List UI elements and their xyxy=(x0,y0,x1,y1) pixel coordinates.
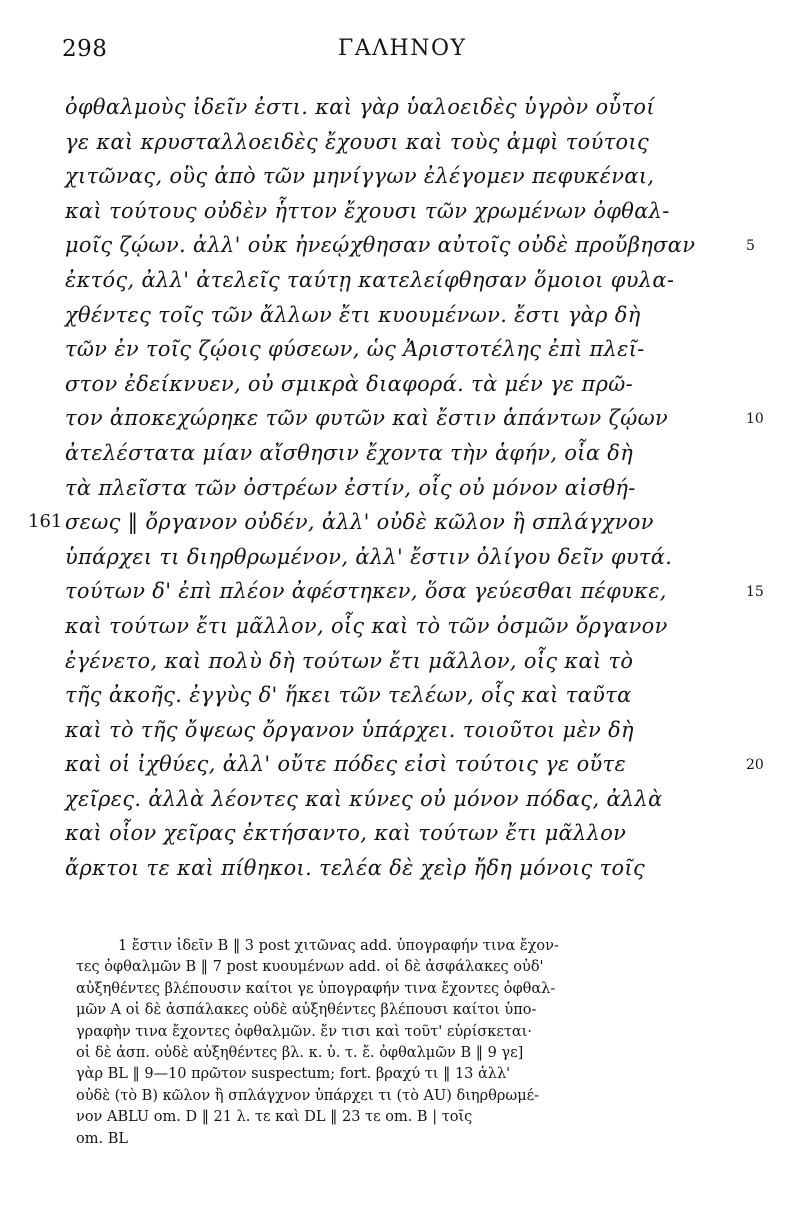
line-text: ἀτελέστατα μίαν αἴσθησιν ἔχοντα τὴν ἁφήν, οἷα δὴ xyxy=(65,440,634,465)
text-line xyxy=(60,159,780,194)
line-text: στον ἐδείκνυεν, οὐ σμικρὰ διαφορά. τὰ μέν γε πρῶ- xyxy=(65,371,634,396)
text-line xyxy=(60,436,780,471)
line-text: ὀφθαλμοὺς ἰδεῖν ἐστι. καὶ γὰρ ὑαλοειδὲς ὑγρὸν οὗτοί xyxy=(65,95,655,119)
text-line xyxy=(60,574,780,609)
line-text: καὶ οἷον χεῖρας ἐκτήσαντο, καὶ τούτων ἔτι μᾶλλον xyxy=(65,821,627,846)
apparatus-line: οὐδὲ (τὸ B) κῶλον ἢ σπλάγχνον ὑπάρχει τι (τὸ AU) διηρθρωμέ- xyxy=(76,1087,540,1104)
text-line xyxy=(60,125,780,160)
critical-apparatus xyxy=(76,936,740,1150)
line-text: χεῖρες. ἀλλὰ λέοντες καὶ κύνες οὐ μόνον πόδας, ἀλλὰ xyxy=(65,786,663,811)
line-text: ὑπάρχει τι διηρθρωμένον, ἀλλ' ἔστιν ὀλίγου δεῖν φυτά. xyxy=(65,544,673,569)
text-line xyxy=(60,471,780,506)
line-text: καὶ τὸ τῆς ὄψεως ὄργανον ὑπάρχει. τοιοῦτοι μὲν δὴ xyxy=(65,717,634,742)
line-text: μοῖς ζῴων. ἀλλ' οὐκ ἠνεῴχθησαν αὐτοῖς οὐδὲ προὔβησαν xyxy=(65,233,696,258)
line-number: 5 xyxy=(746,238,755,255)
apparatus-line: τες ὀφθαλμῶν B ‖ 7 post κυουμένων add. οἱ δὲ ἀσφάλακες οὐδ' xyxy=(76,959,544,976)
line-number: 20 xyxy=(746,757,764,774)
line-text: τὰ πλεῖστα τῶν ὀστρέων ἐστίν, οἷς οὐ μόνον αἰσθή- xyxy=(65,475,636,500)
text-line xyxy=(60,747,780,782)
apparatus-line: μῶν A οἱ δὲ ἀσπάλακες οὐδὲ αὐξηθέντες βλέπουσι καίτοι ὑπο- xyxy=(76,1002,537,1019)
line-number: 15 xyxy=(746,584,764,601)
text-line xyxy=(60,678,780,713)
line-text: τούτων δ' ἐπὶ πλέον ἀφέστηκεν, ὅσα γεύεσθαι πέφυκε, xyxy=(65,579,667,604)
text-line xyxy=(60,228,780,263)
apparatus-line: νον ABLU om. D ‖ 21 λ. τε καὶ DL ‖ 23 τε om. B | τοῖς xyxy=(76,1109,473,1126)
apparatus-line: γὰρ BL ‖ 9—10 πρῶτον suspectum; fort. βραχύ τι ‖ 13 ἀλλ' xyxy=(76,1066,511,1083)
line-text: ἄρκτοι τε καὶ πίθηκοι. τελέα δὲ χεὶρ ἤδη μόνοις τοῖς xyxy=(65,856,646,881)
text-line xyxy=(60,782,780,817)
page-number: 298 xyxy=(62,36,108,62)
apparatus-line: αὐξηθέντες βλέπουσιν καίτοι γε ὑπογραφήν τινα ἔχοντες ὀφθαλ- xyxy=(76,980,556,997)
margin-page-reference: 161 xyxy=(28,511,63,533)
line-text: γε καὶ κρυσταλλοειδὲς ἔχουσι καὶ τοὺς ἀμφὶ τούτοις xyxy=(65,129,650,154)
apparatus-line: om. BL xyxy=(76,1130,128,1147)
line-text: χθέντες τοῖς τῶν ἄλλων ἔτι κυουμένων. ἔστι γὰρ δὴ xyxy=(65,302,641,327)
text-line xyxy=(60,713,780,748)
text-line xyxy=(60,644,780,679)
text-line xyxy=(60,816,780,851)
line-text: καὶ τούτους οὐδὲν ἧττον ἔχουσι τῶν χρωμένων ὀφθαλ- xyxy=(65,198,670,223)
text-line xyxy=(60,90,780,125)
apparatus-line: 1 ἔστιν ἰδεῖν B ‖ 3 post χιτῶνας add. ὑπογραφήν τινα ἔχον- xyxy=(118,938,559,954)
running-head: ΓΑΛΗΝΟΥ xyxy=(338,36,467,61)
text-line xyxy=(60,332,780,367)
text-line xyxy=(60,609,780,644)
text-line xyxy=(60,298,780,333)
line-text: τον ἀποκεχώρηκε τῶν φυτῶν καὶ ἔστιν ἁπάντων ζῴων xyxy=(65,406,669,431)
page-header xyxy=(62,36,762,76)
text-line xyxy=(60,367,780,402)
line-text: ἐκτός, ἀλλ' ἀτελεῖς ταύτῃ κατελείφθησαν ὅμοιοι φυλα- xyxy=(65,267,675,292)
apparatus-line: οἱ δὲ ἀσπ. οὐδὲ αὐξηθέντες βλ. κ. ὑ. τ. ἔ. ὀφθαλμῶν B ‖ 9 γε] xyxy=(76,1044,524,1061)
text-line xyxy=(60,540,780,575)
line-text: σεως ‖ ὄργανον οὐδέν, ἀλλ' οὐδὲ κῶλον ἢ σπλάγχνον xyxy=(65,510,654,535)
line-text: τῆς ἀκοῆς. ἐγγὺς δ' ἥκει τῶν τελέων, οἷς καὶ ταῦτα xyxy=(65,683,632,708)
line-text: καὶ τούτων ἔτι μᾶλλον, οἷς καὶ τὸ τῶν ὀσμῶν ὄργανον xyxy=(65,613,668,638)
line-number: 10 xyxy=(746,411,764,428)
line-text: τῶν ἐν τοῖς ζῴοις φύσεων, ὡς Ἀριστοτέλης ἐπὶ πλεῖ- xyxy=(65,337,645,362)
text-line xyxy=(60,194,780,229)
apparatus-line: γραφὴν τινα ἔχοντες ὀφθαλμῶν. ἔν τισι καὶ τοῦτ' εὑρίσκεται· xyxy=(76,1023,532,1040)
text-line xyxy=(60,263,780,298)
text-line xyxy=(60,851,780,886)
text-line xyxy=(28,505,780,540)
text-line xyxy=(60,401,780,436)
main-greek-text xyxy=(28,90,780,886)
line-text: χιτῶνας, οὓς ἀπὸ τῶν μηνίγγων ἐλέγομεν πεφυκέναι, xyxy=(65,164,655,189)
line-text: ἐγένετο, καὶ πολὺ δὴ τούτων ἔτι μᾶλλον, οἷς καὶ τὸ xyxy=(65,648,634,673)
line-text: καὶ οἱ ἰχθύες, ἀλλ' οὔτε πόδες εἰσὶ τούτοις γε οὔτε xyxy=(65,752,627,777)
